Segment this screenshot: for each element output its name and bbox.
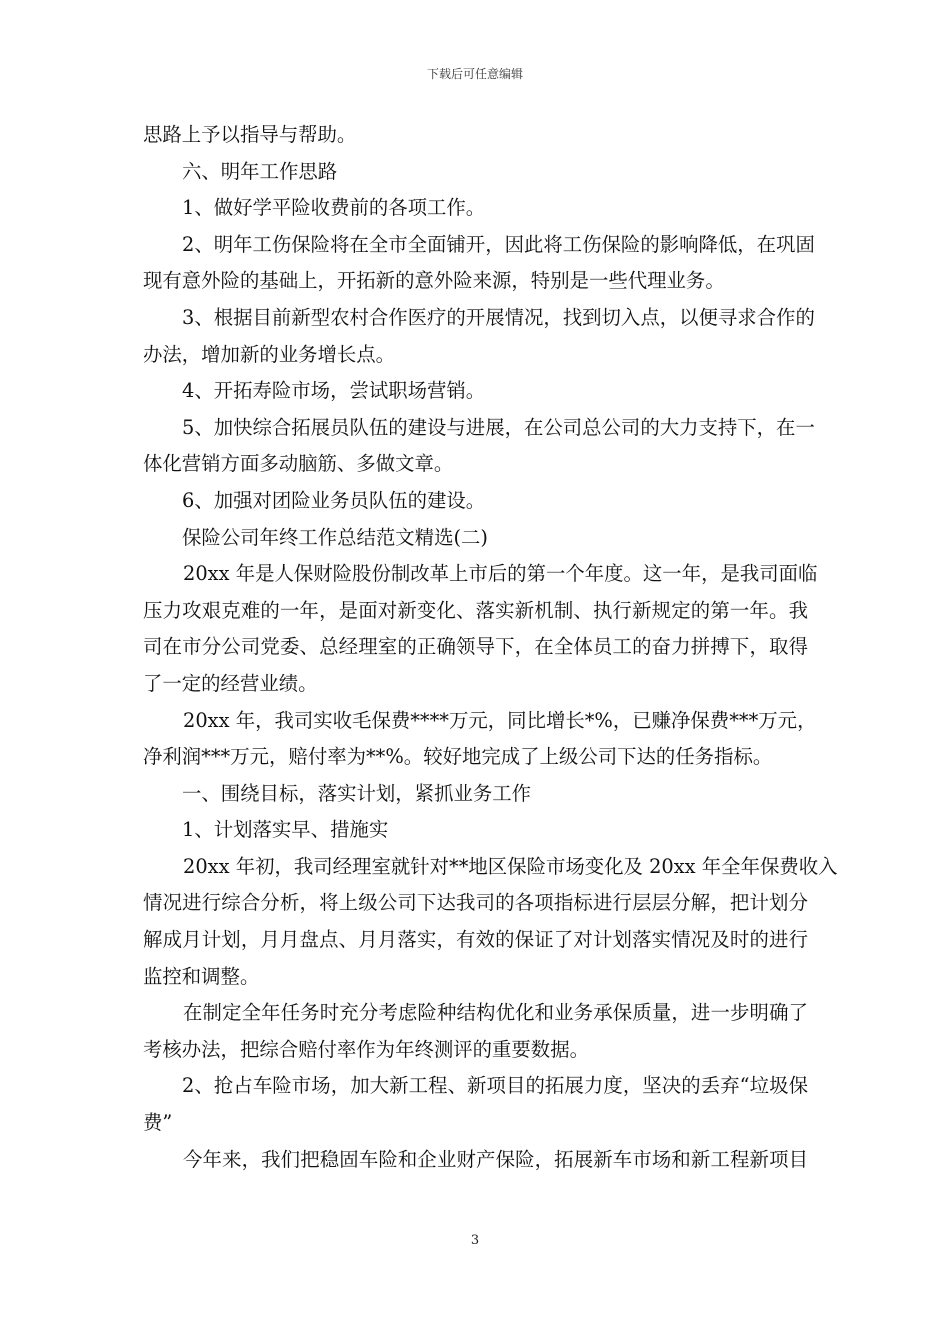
section-heading: 六、明年工作思路	[182, 159, 338, 183]
paragraph-line: 20xx 年，我司实收毛保费****万元，同比增长*%，已赚净保费***万元，	[183, 708, 817, 732]
paragraph-line: 了一定的经营业绩。	[143, 671, 318, 695]
subsection-heading: 1、计划落实早、措施实	[182, 818, 389, 842]
document-body	[143, 117, 838, 1178]
list-item: 2、明年工伤保险将在全市全面铺开，因此将工伤保险的影响降低，在巩固	[182, 232, 815, 256]
paragraph-line: 20xx 年是人保财险股份制改革上市后的第一个年度。这一年，是我司面临	[183, 562, 818, 586]
paragraph-line: 在制定全年任务时充分考虑险种结构优化和业务承保质量，进一步明确了	[183, 1001, 808, 1025]
paragraph-line: 20xx 年初，我司经理室就针对**地区保险市场变化及 20xx 年全年保费收入	[183, 854, 838, 878]
paragraph-line: 思路上予以指导与帮助。	[143, 123, 357, 146]
paragraph-line: 情况进行综合分析，将上级公司下达我司的各项指标进行层层分解，把计划分	[143, 891, 808, 915]
paragraph-line: 今年来，我们把稳固车险和企业财产保险，拓展新车市场和新工程新项目	[183, 1147, 808, 1171]
paragraph-line: 考核办法，把综合赔付率作为年终测评的重要数据。	[143, 1037, 589, 1061]
paragraph-line: 解成月计划，月月盘点、月月落实，有效的保证了对计划落实情况及时的进行	[143, 928, 808, 952]
page-header: 下载后可任意编辑	[426, 67, 523, 81]
paragraph-line: 费”	[143, 1111, 173, 1135]
list-item: 4、开拓寿险市场，尝试职场营销。	[182, 379, 486, 403]
list-item: 6、加强对团险业务员队伍的建设。	[182, 488, 486, 512]
article-title: 保险公司年终工作总结范文精选(二)	[182, 525, 488, 549]
paragraph-line: 净利润***万元，赔付率为**%。较好地完成了上级公司下达的任务指标。	[143, 745, 773, 769]
list-item: 5、加快综合拓展员队伍的建设与进展，在公司总公司的大力支持下，在一	[182, 415, 815, 439]
list-item: 3、根据目前新型农村合作医疗的开展情况，找到切入点，以便寻求合作的	[182, 305, 815, 329]
paragraph-line: 办法，增加新的业务增长点。	[143, 342, 396, 366]
paragraph-line: 体化营销方面多动脑筋、多做文章。	[143, 452, 454, 476]
paragraph-line: 压力攻艰克难的一年，是面对新变化、落实新机制、执行新规定的第一年。我	[143, 598, 808, 622]
paragraph-line: 现有意外险的基础上，开拓新的意外险来源，特别是一些代理业务。	[143, 269, 725, 293]
subsection-heading: 2、抢占车险市场，加大新工程、新项目的拓展力度，坚决的丢弃“垃圾保	[182, 1074, 808, 1098]
section-heading: 一、围绕目标，落实计划，紧抓业务工作	[182, 781, 532, 805]
page-number: 3	[470, 1233, 480, 1248]
paragraph-line: 监控和调整。	[143, 964, 260, 988]
paragraph-line: 司在市分公司党委、总经理室的正确领导下，在全体员工的奋力拼搏下，取得	[143, 635, 808, 659]
list-item: 1、做好学平险收费前的各项工作。	[182, 196, 486, 220]
